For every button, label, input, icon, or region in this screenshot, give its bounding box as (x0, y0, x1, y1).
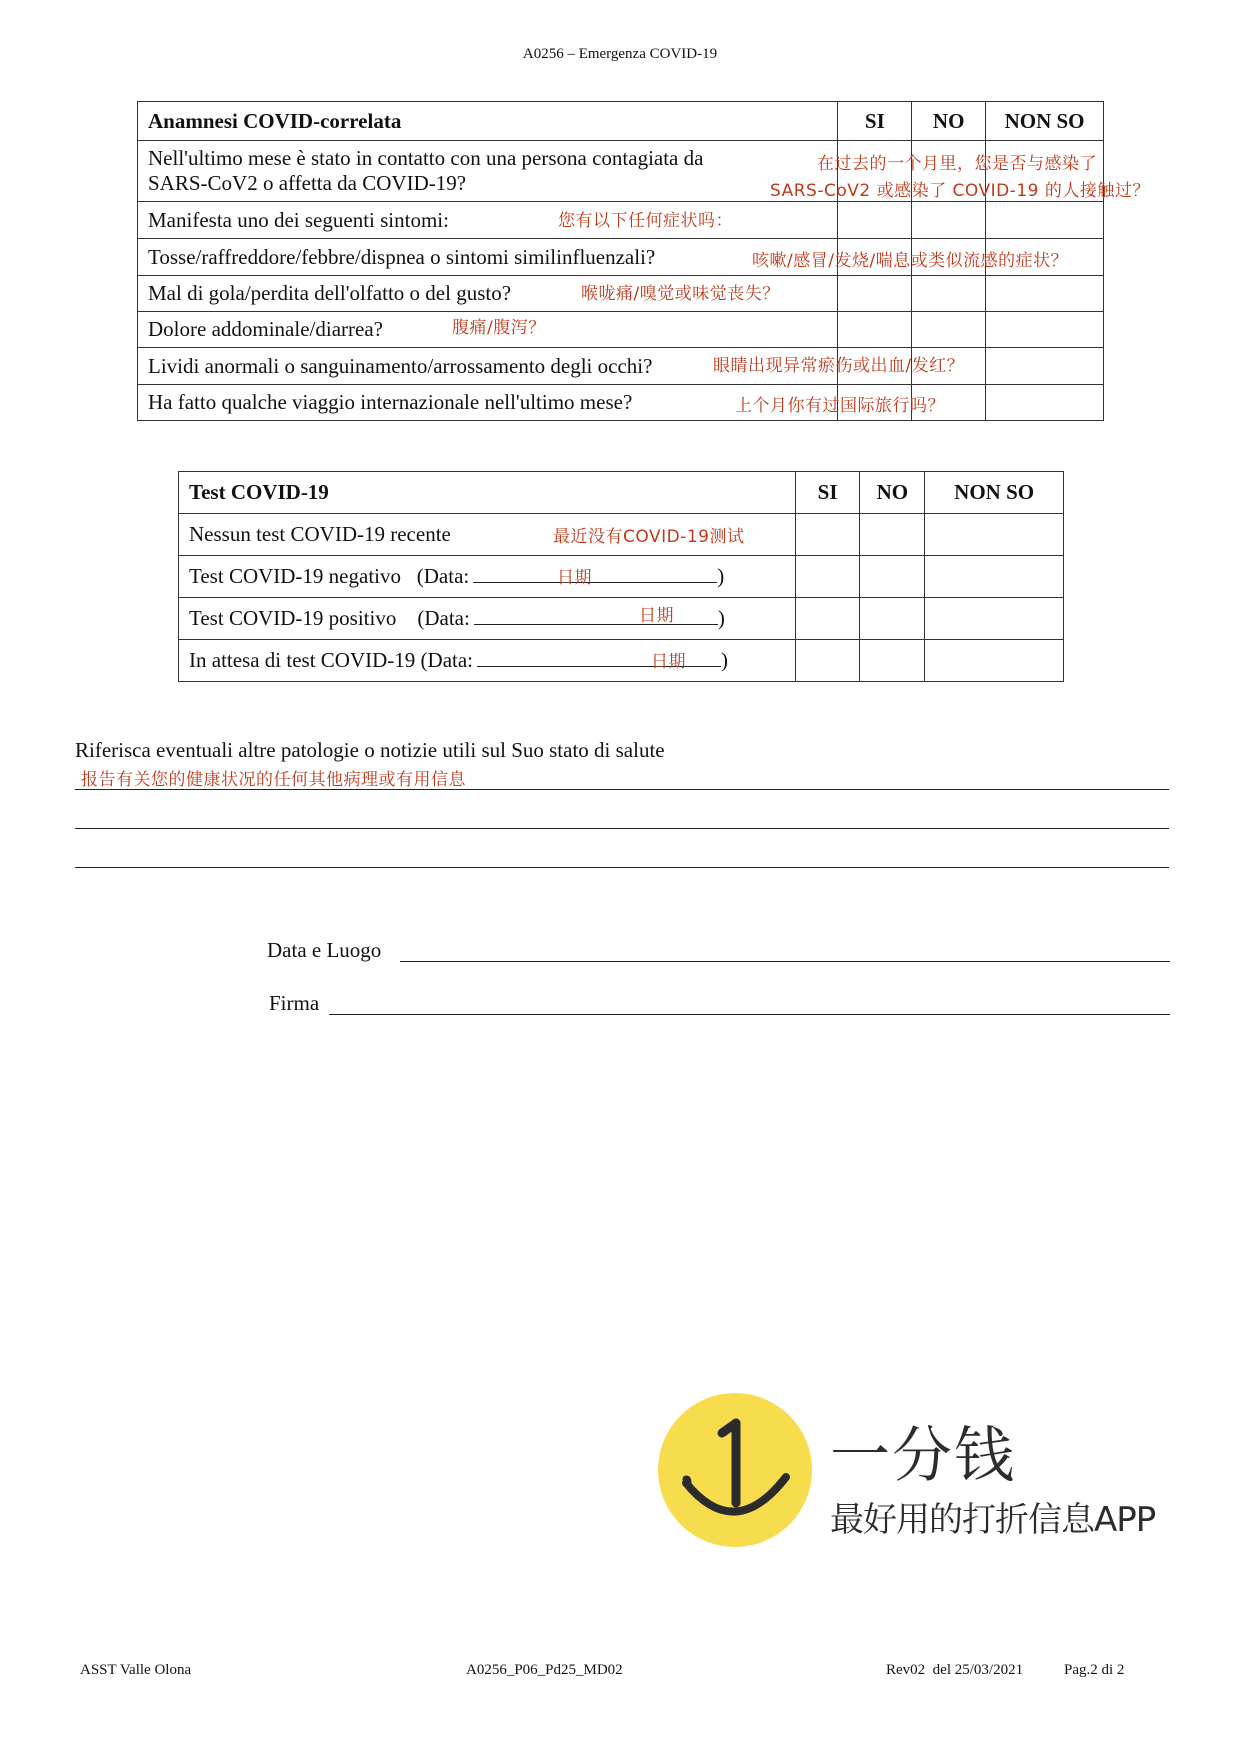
answer-no-cell[interactable] (860, 598, 925, 640)
answer-nonso-cell[interactable] (925, 640, 1064, 682)
data-label: (Data: (420, 648, 474, 672)
translation-note: 咳嗽/感冒/发烧/喘息或类似流感的症状？ (752, 251, 1069, 271)
translation-note: 日期 (557, 568, 592, 588)
notes-label: Riferisca eventuali altre patologie o notizie utili sul Suo stato di salute (75, 738, 665, 762)
translation-note: 上个月你有过国际旅行吗？ (735, 396, 945, 416)
translation-note: 最近没有COVID-19测试 (553, 527, 745, 547)
place-date-field[interactable] (400, 961, 1170, 962)
footer-code: A0256_P06_Pd25_MD02 (466, 1662, 623, 1678)
footer-org: ASST Valle Olona (80, 1662, 192, 1678)
col-no: NO (860, 472, 925, 514)
footer-page: Pag.2 di 2 (1064, 1662, 1125, 1678)
notes-line[interactable] (75, 867, 1169, 868)
answer-no-cell[interactable] (912, 276, 986, 312)
anamnesi-question: Manifesta uno dei seguenti sintomi: (138, 202, 838, 239)
answer-nonso-cell[interactable] (925, 514, 1064, 556)
data-label: (Data: (416, 564, 470, 588)
test-question: In attesa di test COVID-19 (189, 648, 416, 672)
notes-line[interactable] (75, 828, 1169, 829)
answer-nonso-cell[interactable] (986, 348, 1104, 385)
answer-nonso-cell[interactable] (925, 556, 1064, 598)
close-paren: ) (717, 564, 725, 588)
translation-note: SARS-CoV2 或感染了 COVID-19 的人接触过？ (770, 181, 1150, 201)
answer-si-cell[interactable] (795, 556, 860, 598)
anamnesi-question: Dolore addominale/diarrea? (138, 312, 838, 348)
test-question-row (179, 640, 796, 682)
translation-note: 腹痛/腹泻？ (452, 318, 546, 338)
col-nonso: NON SO (925, 472, 1064, 514)
translation-note: 眼睛出现异常瘀伤或出血/发红？ (713, 356, 965, 376)
signature-label: Firma (269, 991, 320, 1015)
notes-line[interactable] (75, 789, 1169, 790)
answer-si-cell[interactable] (795, 598, 860, 640)
col-no: NO (912, 102, 986, 141)
test-table (178, 471, 1064, 682)
answer-no-cell[interactable] (860, 514, 925, 556)
answer-si-cell[interactable] (838, 312, 912, 348)
anamnesi-question: Tosse/raffreddore/febbre/dispnea o sintomi similinfluenzali? (138, 239, 838, 276)
anamnesi-question: Ha fatto qualche viaggio internazionale nell'ultimo mese? (138, 385, 838, 421)
test-question: Test COVID-19 negativo (189, 564, 401, 588)
col-si: SI (795, 472, 860, 514)
col-nonso: NON SO (986, 102, 1104, 141)
date-field[interactable] (474, 606, 718, 625)
translation-note: 报告有关您的健康状况的任何其他病理或有用信息 (81, 770, 466, 790)
close-paren: ) (721, 648, 729, 672)
test-question-row (179, 556, 796, 598)
test-question-row (179, 598, 796, 640)
answer-nonso-cell[interactable] (925, 598, 1064, 640)
anamnesi-question: Mal di gola/perdita dell'olfatto o del gusto? (138, 276, 838, 312)
answer-no-cell[interactable] (860, 640, 925, 682)
logo-title: 一分钱 (830, 1421, 1016, 1491)
place-date-label: Data e Luogo (267, 938, 382, 962)
answer-no-cell[interactable] (860, 556, 925, 598)
answer-si-cell[interactable] (838, 276, 912, 312)
answer-si-cell[interactable] (795, 514, 860, 556)
close-paren: ) (717, 606, 725, 630)
footer-revision: Rev02 del 25/03/2021 (886, 1662, 1024, 1678)
answer-nonso-cell[interactable] (986, 385, 1104, 421)
answer-no-cell[interactable] (912, 312, 986, 348)
answer-nonso-cell[interactable] (986, 202, 1104, 239)
smile-logo-icon (658, 1393, 812, 1547)
translation-note: 喉咙痛/嗅觉或味觉丧失？ (581, 284, 780, 304)
answer-no-cell[interactable] (912, 202, 986, 239)
anamnesi-question: Lividi anormali o sanguinamento/arrossamento degli occhi? (138, 348, 838, 385)
answer-nonso-cell[interactable] (986, 276, 1104, 312)
translation-note: 日期 (639, 606, 674, 626)
date-field[interactable] (473, 564, 717, 583)
col-si: SI (838, 102, 912, 141)
data-label: (Data: (417, 606, 470, 630)
logo-subtitle: 最好用的打折信息APP (830, 1500, 1156, 1540)
signature-field[interactable] (329, 1014, 1170, 1015)
answer-nonso-cell[interactable] (986, 312, 1104, 348)
test-question: Nessun test COVID-19 recente (179, 514, 796, 556)
translation-note: 日期 (651, 652, 686, 672)
translation-note: 您有以下任何症状吗： (558, 211, 733, 231)
test-title: Test COVID-19 (179, 472, 796, 514)
anamnesi-question: Nell'ultimo mese è stato in contatto con una persona contagiata da SARS-CoV2 o affetta da COVID-19? (138, 141, 838, 202)
answer-si-cell[interactable] (795, 640, 860, 682)
answer-si-cell[interactable] (838, 202, 912, 239)
smile-logo-graphic (658, 1393, 812, 1547)
anamnesi-title: Anamnesi COVID-correlata (138, 102, 838, 141)
page-header: A0256 – Emergenza COVID-19 (522, 46, 718, 62)
translation-note: 在过去的一个月里，您是否与感染了 (817, 154, 1097, 174)
test-question: Test COVID-19 positivo (189, 606, 397, 630)
